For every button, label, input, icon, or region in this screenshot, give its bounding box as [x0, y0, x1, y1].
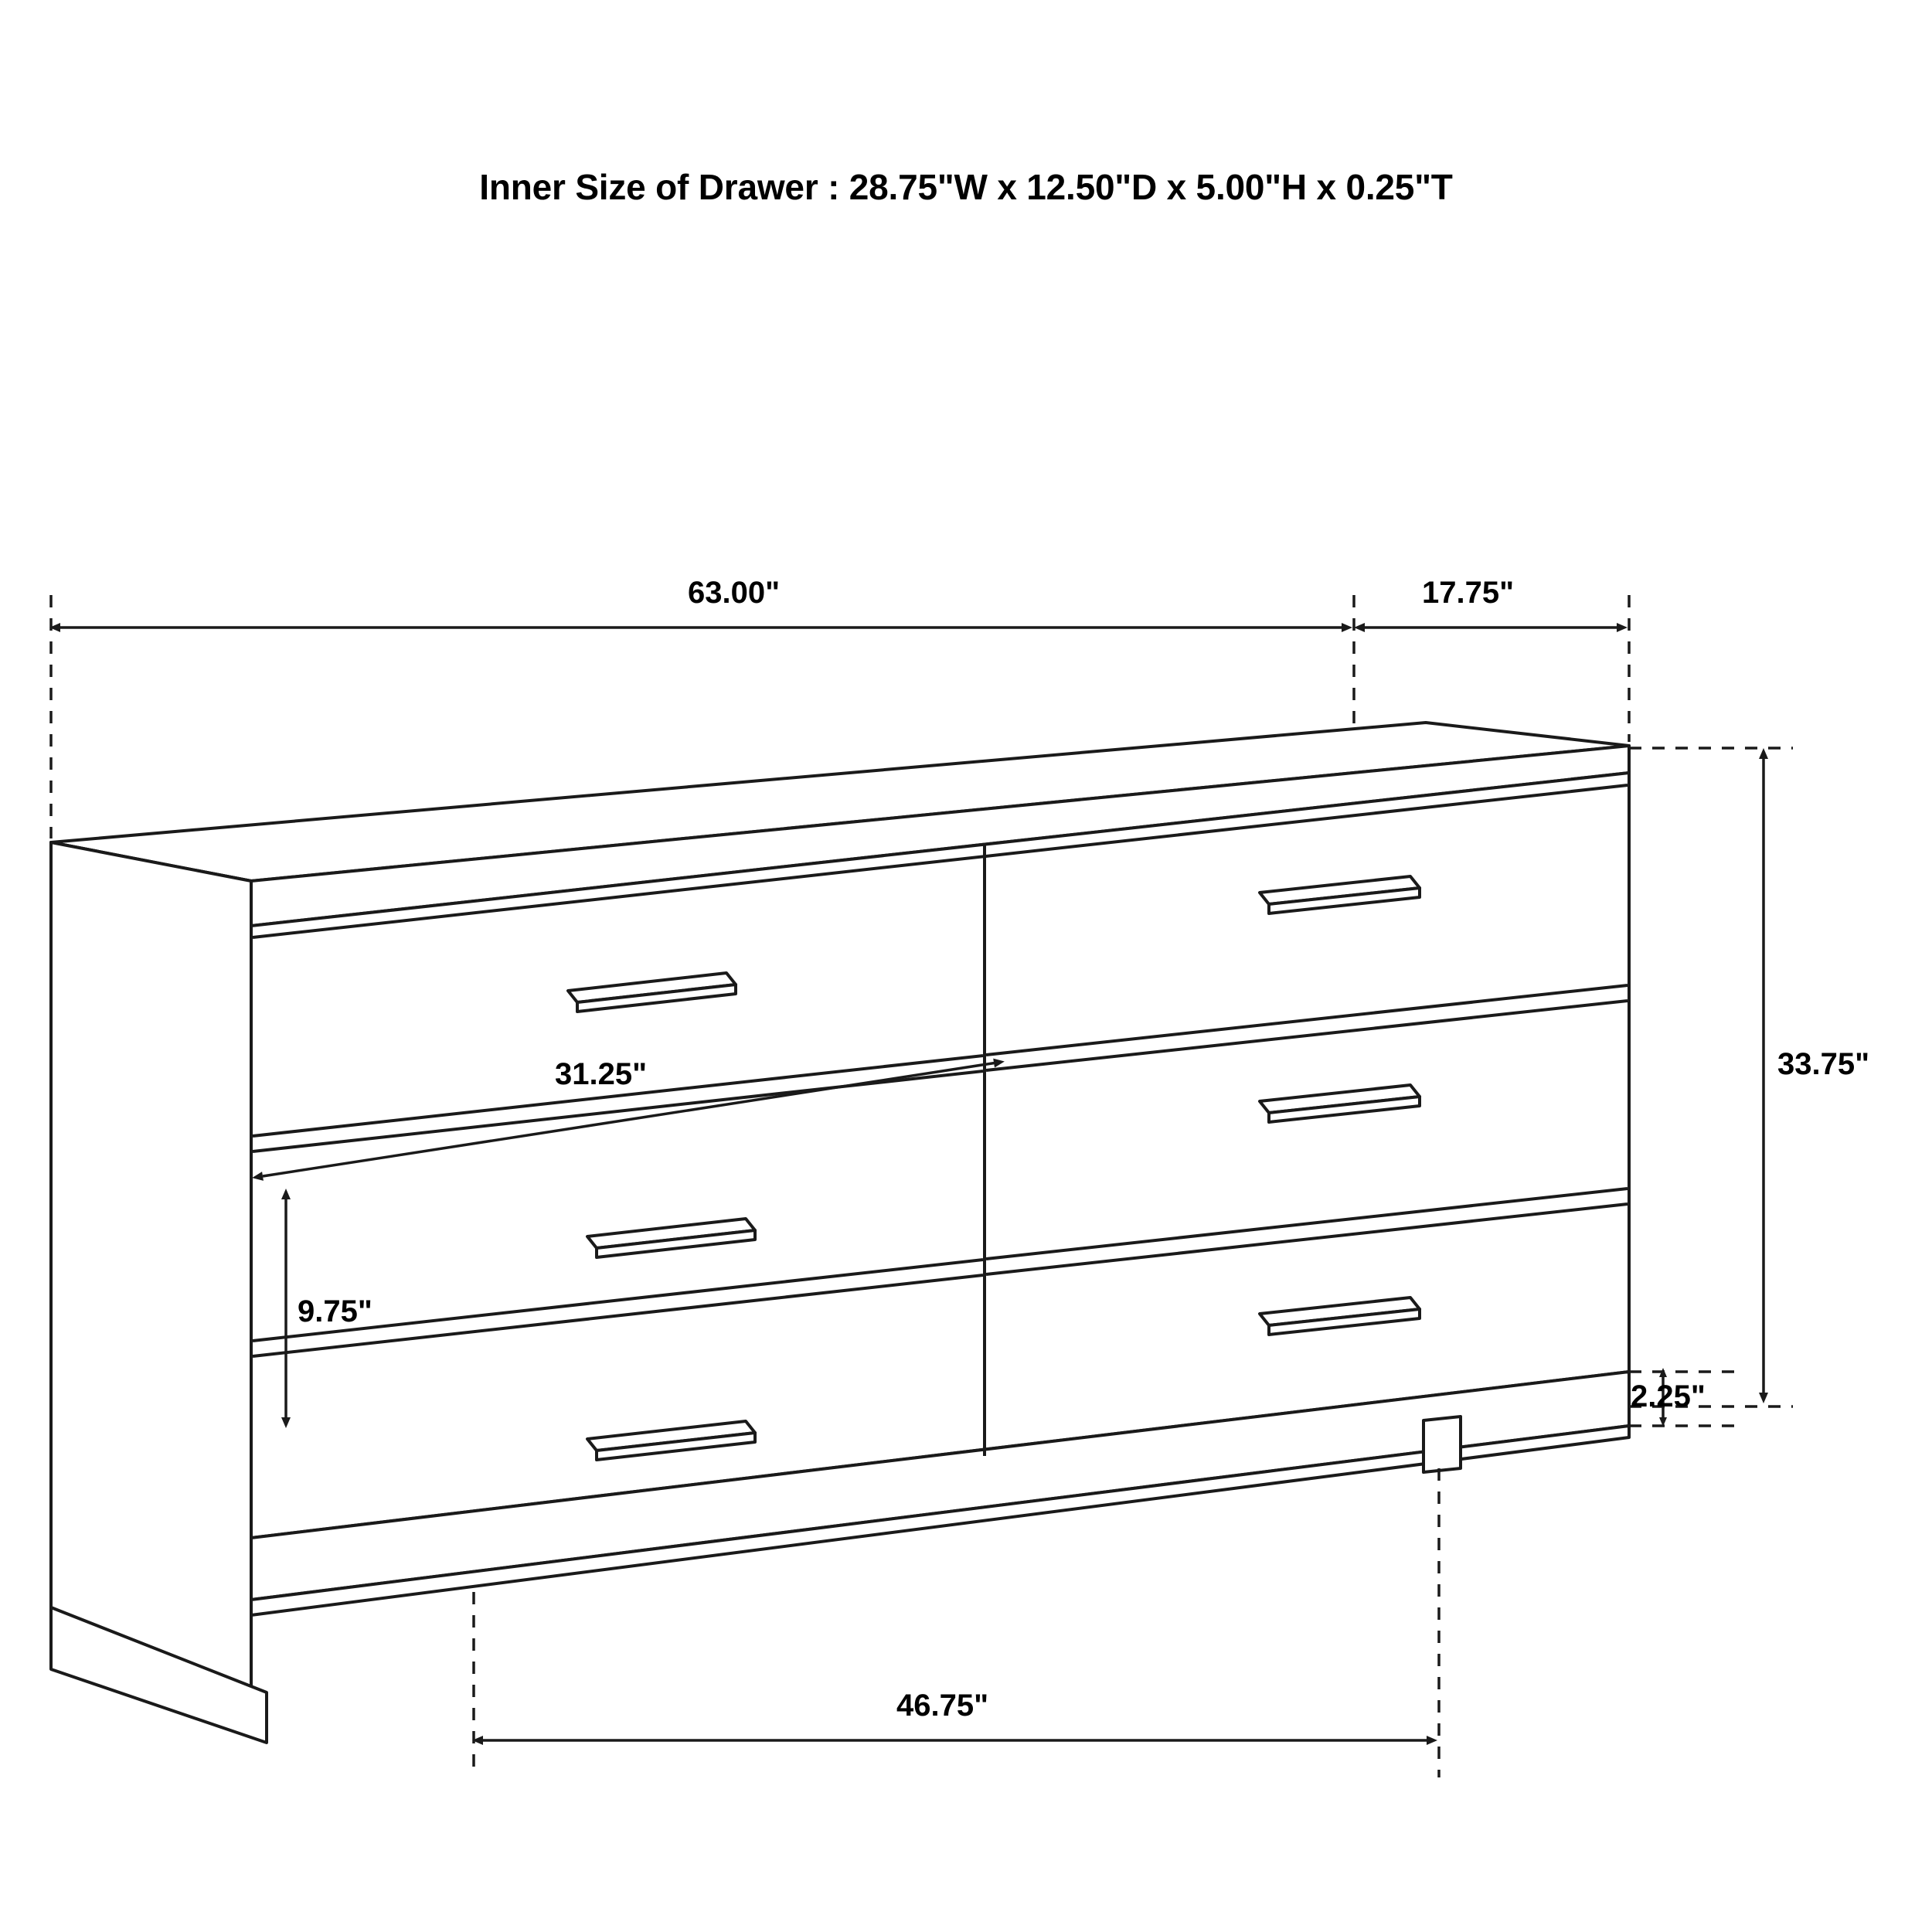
dresser-rear-leg — [1423, 1417, 1461, 1472]
dim-label-base-width: 46.75" — [896, 1689, 989, 1723]
dresser-body — [51, 723, 1629, 1743]
dim-label-plinth-height: 2.25" — [1631, 1379, 1706, 1413]
dresser-left-side-panel — [51, 842, 251, 1692]
page-title: Inner Size of Drawer : 28.75"W x 12.50"D x 5.00"H x 0.25"T — [479, 167, 1453, 207]
dim-label-width-top: 63.00" — [688, 576, 781, 610]
dim-label-depth-top: 17.75" — [1422, 576, 1515, 610]
dim-label-drawer-width: 31.25" — [555, 1057, 648, 1091]
dim-label-drawer-height: 9.75" — [298, 1294, 372, 1328]
dim-label-height-side: 33.75" — [1777, 1047, 1870, 1081]
